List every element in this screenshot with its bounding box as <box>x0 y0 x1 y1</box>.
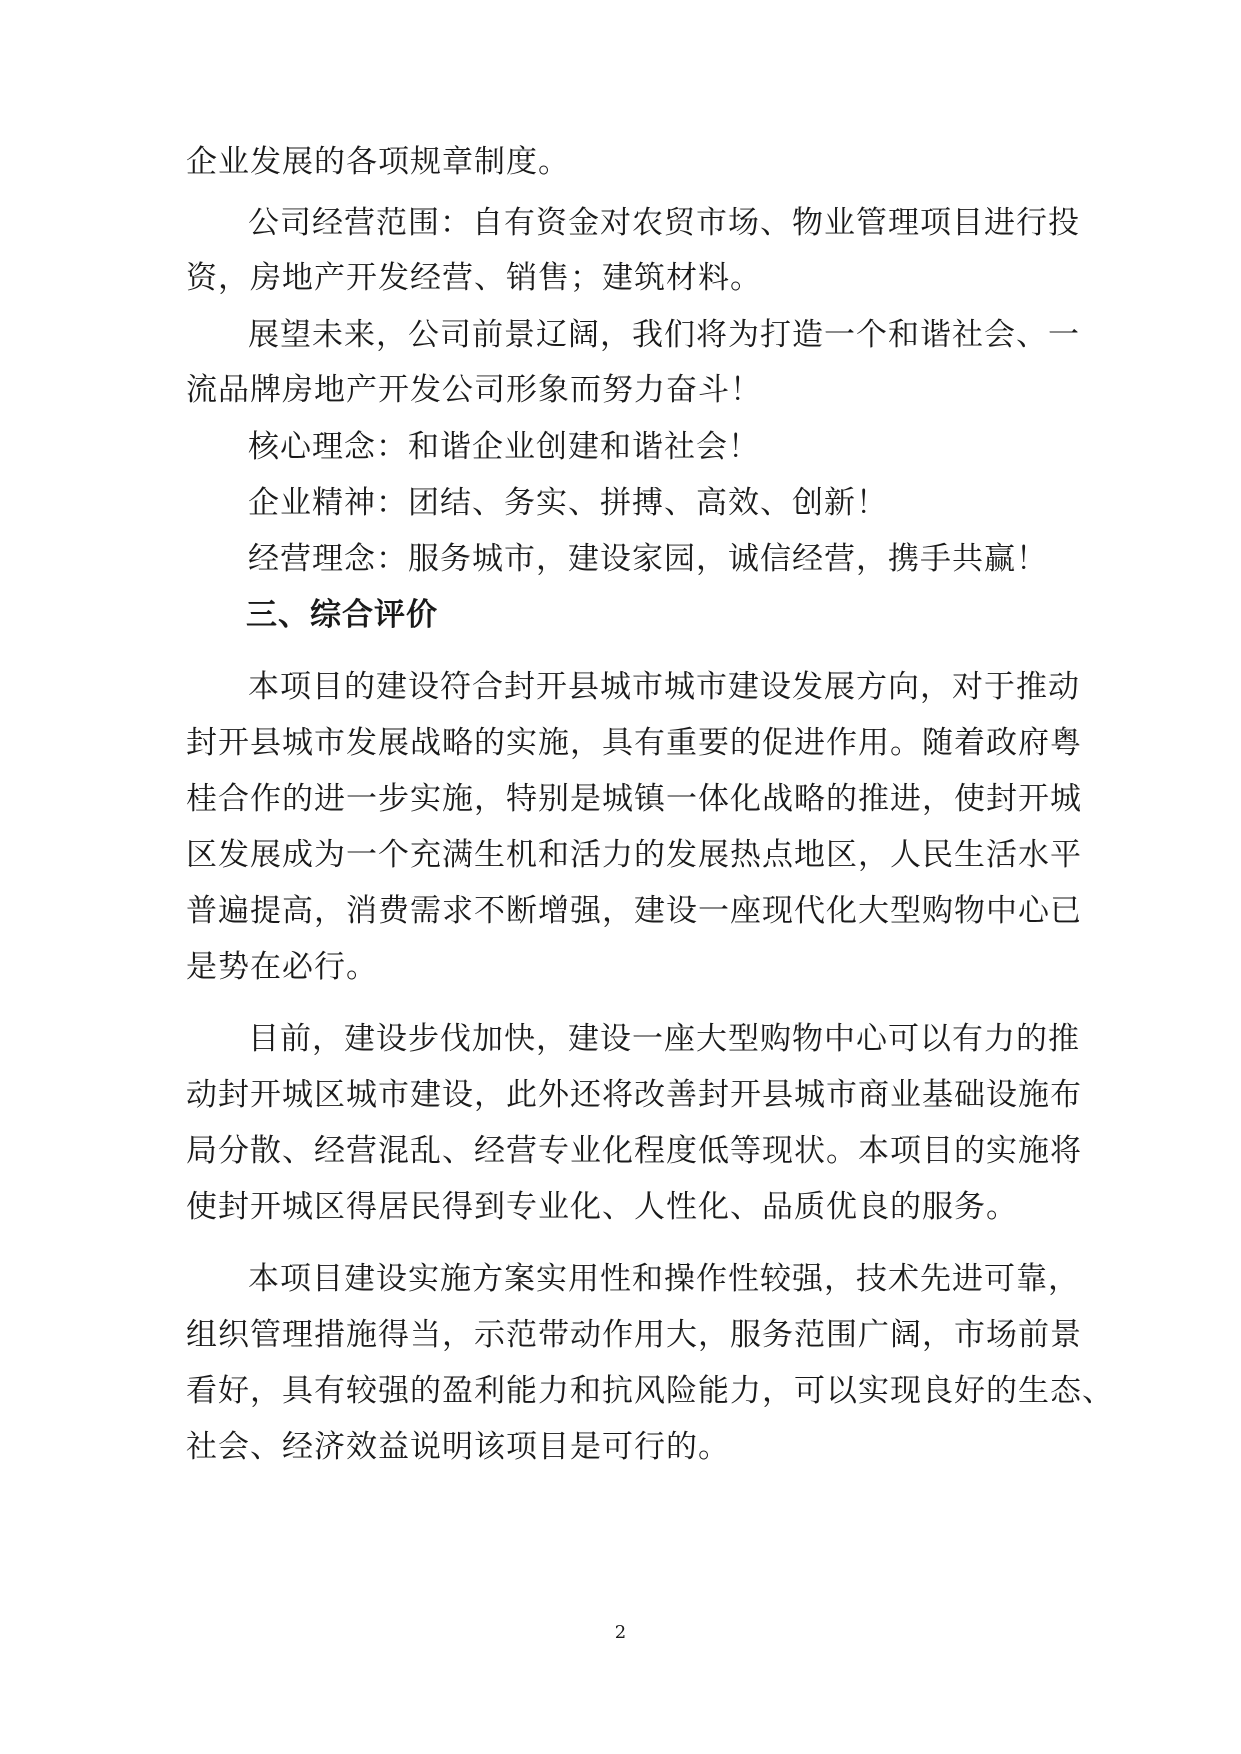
text-line: 使封开城区得居民得到专业化、人性化、品质优良的服务。 <box>186 1189 1018 1225</box>
text-line: 目前，建设步伐加快，建设一座大型购物中心可以有力的推 <box>248 1021 1080 1057</box>
text-line: 桂合作的进一步实施，特别是城镇一体化战略的推进，使封开城 <box>186 781 1082 817</box>
text-line: 本项目的建设符合封开县城市城市建设发展方向，对于推动 <box>248 669 1080 705</box>
text-line: 是势在必行。 <box>186 949 378 985</box>
text-line: 本项目建设实施方案实用性和操作性较强，技术先进可靠， <box>248 1261 1080 1297</box>
text-line: 展望未来，公司前景辽阔，我们将为打造一个和谐社会、一 <box>248 317 1080 353</box>
text-line: 企业精神：团结、务实、拼搏、高效、创新！ <box>248 485 888 521</box>
text-line: 看好，具有较强的盈利能力和抗风险能力，可以实现良好的生态、 <box>186 1373 1114 1409</box>
page-number: 2 <box>614 1622 627 1643</box>
text-line: 动封开城区城市建设，此外还将改善封开县城市商业基础设施布 <box>186 1077 1082 1113</box>
text-line: 公司经营范围：自有资金对农贸市场、物业管理项目进行投 <box>248 205 1080 241</box>
section-heading: 三、综合评价 <box>246 597 438 633</box>
text-line: 区发展成为一个充满生机和活力的发展热点地区，人民生活水平 <box>186 837 1082 873</box>
text-line: 经营理念：服务城市，建设家园，诚信经营，携手共赢！ <box>248 541 1048 577</box>
text-line: 普遍提高，消费需求不断增强，建设一座现代化大型购物中心已 <box>186 893 1082 929</box>
text-line: 资，房地产开发经营、销售；建筑材料。 <box>186 260 762 296</box>
text-line: 企业发展的各项规章制度。 <box>186 144 570 180</box>
text-line: 组织管理措施得当，示范带动作用大，服务范围广阔，市场前景 <box>186 1317 1082 1353</box>
text-line: 社会、经济效益说明该项目是可行的。 <box>186 1429 730 1465</box>
text-line: 核心理念：和谐企业创建和谐社会！ <box>248 429 760 465</box>
text-line: 封开县城市发展战略的实施，具有重要的促进作用。随着政府粤 <box>186 725 1082 761</box>
text-line: 局分散、经营混乱、经营专业化程度低等现状。本项目的实施将 <box>186 1133 1082 1169</box>
text-line: 流品牌房地产开发公司形象而努力奋斗！ <box>186 372 762 408</box>
